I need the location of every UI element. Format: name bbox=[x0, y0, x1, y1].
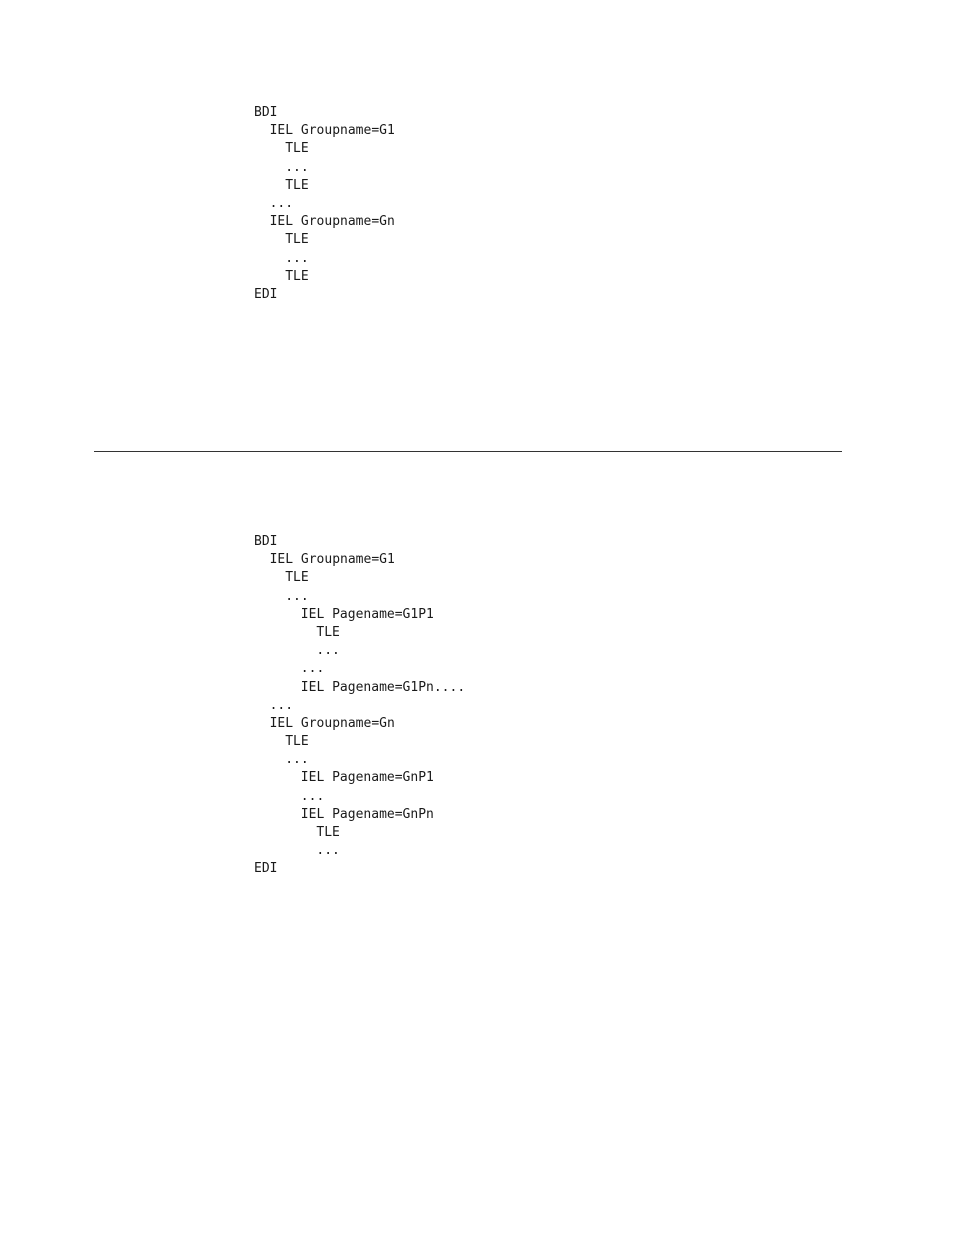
code-line: ... bbox=[285, 159, 309, 175]
code-line: EDI bbox=[254, 861, 278, 877]
code-line: IEL Pagename=G1Pn.... bbox=[300, 679, 466, 695]
code-line: IEL Pagename=G1P1 bbox=[300, 606, 434, 622]
code-line: TLE bbox=[316, 624, 340, 640]
code-line: EDI bbox=[254, 286, 278, 302]
code-line: ... bbox=[285, 250, 309, 266]
code-line: TLE bbox=[285, 232, 309, 248]
code-line: ... bbox=[269, 697, 294, 713]
code-line: IEL Pagename=GnP1 bbox=[300, 770, 434, 786]
code-line: TLE bbox=[285, 268, 309, 284]
code-line: ... bbox=[300, 788, 325, 804]
code-line: TLE bbox=[285, 177, 309, 193]
horizontal-rule bbox=[94, 451, 842, 452]
code-line: IEL Groupname=G1 bbox=[269, 123, 395, 139]
code-line: IEL Groupname=Gn bbox=[269, 715, 395, 731]
code-line: IEL Groupname=G1 bbox=[269, 552, 395, 568]
code-line: BDI bbox=[254, 105, 278, 120]
code-line: TLE bbox=[285, 570, 309, 586]
code-line: ... bbox=[300, 661, 325, 677]
code-line: TLE bbox=[285, 734, 309, 750]
code-line: ... bbox=[285, 752, 309, 768]
code-example-2 bbox=[254, 533, 465, 879]
code-line: IEL Groupname=Gn bbox=[269, 214, 395, 230]
code-line: BDI bbox=[254, 534, 278, 549]
code-line: IEL Pagename=GnPn bbox=[300, 806, 434, 822]
code-line: ... bbox=[316, 843, 340, 859]
code-example-1 bbox=[254, 104, 395, 304]
code-line: ... bbox=[316, 643, 340, 659]
code-line: TLE bbox=[285, 141, 309, 157]
code-line: TLE bbox=[316, 825, 340, 840]
code-line: ... bbox=[269, 195, 294, 211]
code-line: ... bbox=[285, 588, 309, 604]
